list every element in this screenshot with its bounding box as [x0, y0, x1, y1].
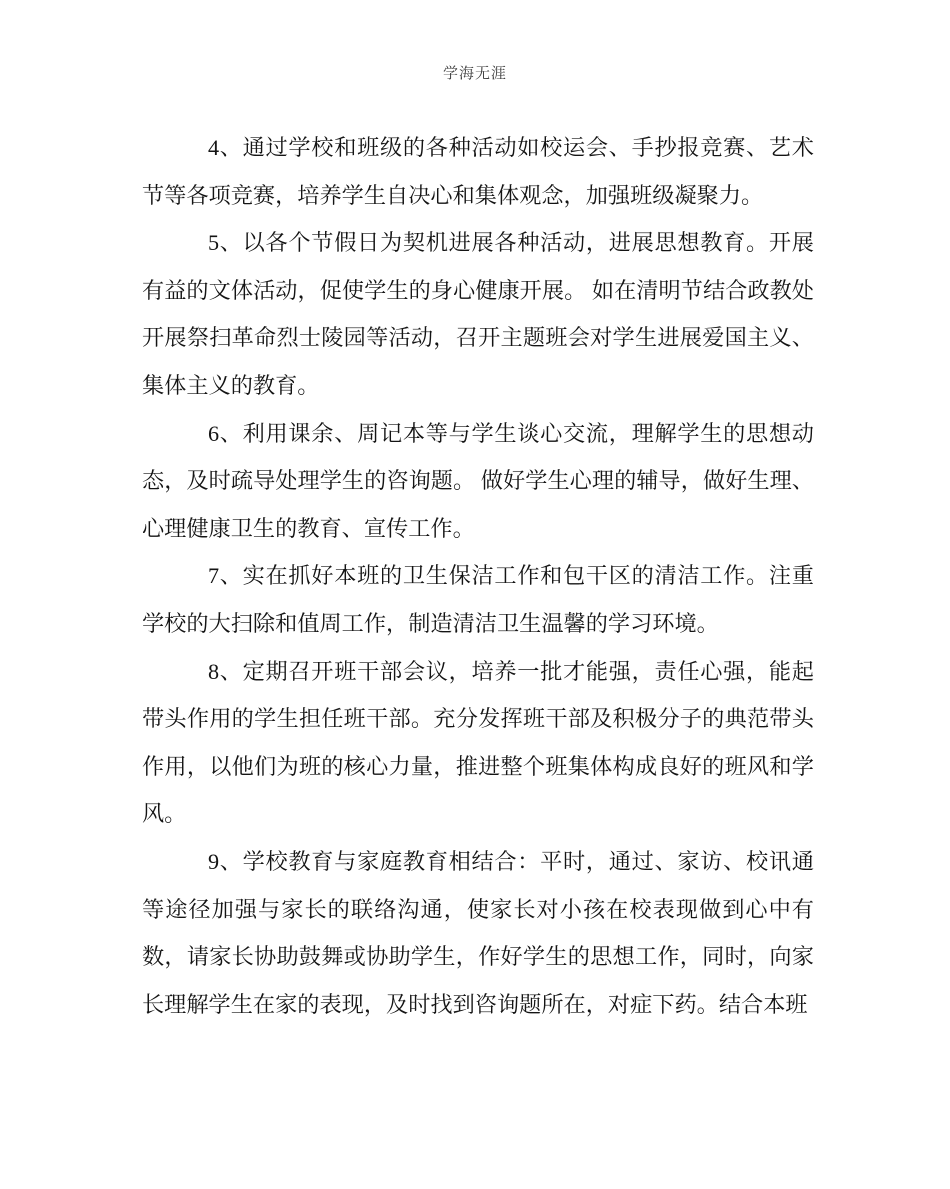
paragraph-item-9: 9、学校教育与家庭教育相结合：平时，通过、家访、校讯通等途径加强与家长的联络沟通，使家长对小孩在校表现做到心中有数，请家长协助鼓舞或协助学生，作好学生的思想工作，同时，向家长理解学生在家的表现，及时找到咨询题所在，对症下药。结合本班 [142, 848, 814, 1017]
paragraph-item-4: 4、通过学校和班级的各种活动如校运会、手抄报竞赛、艺术节等各项竞赛，培养学生自决心和集体观念，加强班级凝聚力。 [142, 135, 814, 208]
paragraph-item-7: 7、实在抓好本班的卫生保洁工作和包干区的清洁工作。注重学校的大扫除和值周工作，制造清洁卫生温馨的学习环境。 [142, 563, 814, 636]
page-header-text: 学海无涯 [442, 66, 507, 82]
paragraph-item-8: 8、定期召开班干部会议，培养一批才能强，责任心强，能起带头作用的学生担任班干部。充分发挥班干部及积极分子的典范带头作用，以他们为班的核心力量，推进整个班集体构成良好的班风和学风。 [142, 658, 814, 827]
paragraph-item-5: 5、以各个节假日为契机进展各种活动，进展思想教育。开展有益的文体活动，促使学生的身心健康开展。 如在清明节结合政教处开展祭扫革命烈士陵园等活动，召开主题班会对学生进展爱国主义、集体主义的教育。 [142, 230, 814, 398]
document-body [142, 124, 814, 1028]
paragraph-item-6: 6、利用课余、周记本等与学生谈心交流，理解学生的思想动态，及时疏导处理学生的咨询题。 做好学生心理的辅导，做好生理、心理健康卫生的教育、宣传工作。 [142, 420, 814, 541]
